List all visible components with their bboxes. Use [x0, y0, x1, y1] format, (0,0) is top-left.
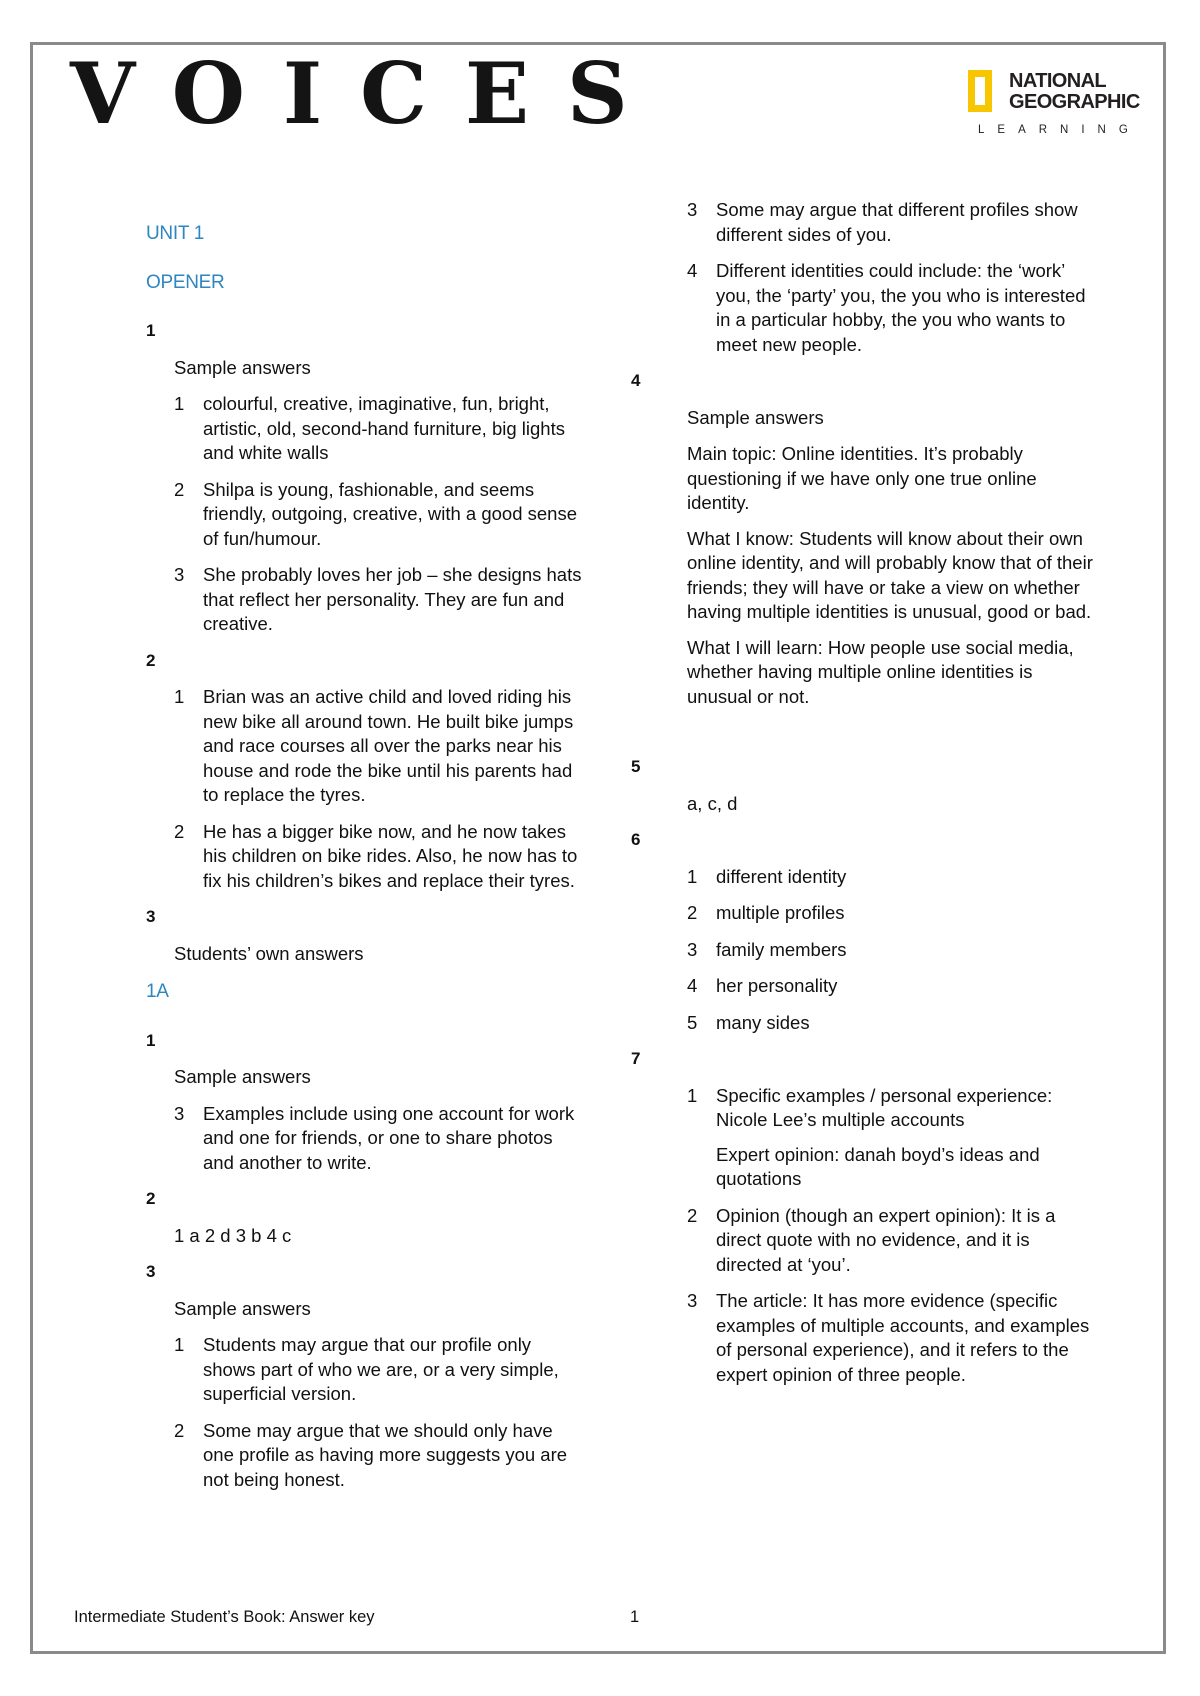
- answer-item: 1 colourful, creative, imaginative, fun, bright, artistic, old, second-hand furniture, big lights and white walls: [174, 393, 565, 463]
- logo-line-2: GEOGRAPHIC: [1009, 91, 1140, 113]
- answer-item: 2 Some may argue that we should only have one profile as having more suggests you are not being honest.: [174, 1419, 568, 1490]
- footer-title: Intermediate Student’s Book: Answer key: [74, 1608, 375, 1626]
- sample-answers-label: Sample answers: [687, 406, 824, 428]
- answer-text: a, c, d: [687, 792, 738, 814]
- question-number: 4: [631, 371, 641, 390]
- question-number: 2: [146, 1189, 156, 1208]
- right-column: [631, 198, 1099, 1399]
- document-title: VOICES: [70, 44, 666, 143]
- answer-item: 2 Opinion (though an expert opinion): It is a direct quote with no evidence, and it is directed at ‘you’.: [687, 1204, 1056, 1275]
- national-geographic-logo: [968, 70, 1141, 140]
- answer-item: 1 Students may argue that our profile only shows part of who we are, or a very simple, superficial version.: [174, 1334, 559, 1404]
- answer-item: 3 family members: [687, 938, 847, 960]
- answer-item: 3 Some may argue that different profiles show different sides of you.: [687, 199, 1078, 245]
- answer-item: 1 different identity: [687, 865, 847, 887]
- unit-heading: UNIT 1: [146, 223, 205, 244]
- answer-text: 1 a 2 d 3 b 4 c: [174, 1224, 292, 1246]
- opener-heading: OPENER: [146, 271, 225, 293]
- question-number: 1: [146, 321, 156, 340]
- question-number: 7: [631, 1049, 641, 1068]
- answer-paragraph: Main topic: Online identities. It’s probably questioning if we have only one true online identity.: [687, 443, 1037, 513]
- answer-item: 3 The article: It has more evidence (specific examples of multiple accounts, and examples of personal experience), and it refers to the expert opinion of three people.: [687, 1290, 1090, 1385]
- answer-item-extra: Expert opinion: danah boyd’s ideas and quotations: [716, 1143, 1040, 1189]
- question-number: 6: [631, 830, 641, 849]
- answer-item: 1 Brian was an active child and loved riding his new bike all around town. He built bike jumps and race courses all over the parks near his house and rode the bike until his parents had to replace the tyres.: [174, 686, 574, 805]
- sample-answers-label: Sample answers: [174, 356, 311, 378]
- answer-paragraph: What I know: Students will know about their own online identity, and will probably know that of their friends; they will have or take a view on whether having multiple identities is unusual, good or bad.: [687, 527, 1093, 622]
- section-heading-1a: 1A: [146, 981, 169, 1002]
- answer-item: 4 her personality: [687, 975, 838, 996]
- answer-item: 3 Examples include using one account for work and one for friends, or one to share photos and another to write.: [174, 1102, 575, 1173]
- answer-paragraph: What I will learn: How people use social media, whether having multiple online identities is unusual or not.: [687, 636, 1074, 707]
- logo-line-1: NATIONAL: [1009, 70, 1107, 92]
- answer-item: 4 Different identities could include: the ‘work’ you, the ‘party’ you, the you who is interested in a particular hobby, the you who wants to meet new people.: [687, 260, 1086, 355]
- answer-item: 5 many sides: [687, 1011, 810, 1033]
- logo-subtitle: LEARNING: [978, 124, 1141, 136]
- question-number: 5: [631, 757, 641, 776]
- question-number: 2: [146, 650, 156, 670]
- left-column: [146, 222, 586, 1504]
- question-number: 1: [146, 1030, 156, 1050]
- answer-text: Students’ own answers: [174, 942, 364, 964]
- sample-answers-label: Sample answers: [174, 1066, 311, 1087]
- answer-item: 2 He has a bigger bike now, and he now takes his children on bike rides. Also, he now has to fix his children’s bikes and replace their tyres.: [174, 820, 578, 891]
- yellow-frame-icon: [968, 70, 992, 112]
- answer-item: 3 She probably loves her job – she designs hats that reflect her personality. They are fun and creative.: [174, 564, 582, 634]
- question-number: 3: [146, 907, 156, 926]
- answer-item: 2 Shilpa is young, fashionable, and seems friendly, outgoing, creative, with a good sense of fun/humour.: [174, 478, 577, 549]
- answer-item: 1 Specific examples / personal experience: Nicole Lee’s multiple accounts: [687, 1084, 1053, 1130]
- answer-item: 2 multiple profiles: [687, 902, 845, 923]
- page-number: 1: [630, 1608, 640, 1626]
- sample-answers-label: Sample answers: [174, 1297, 311, 1319]
- question-number: 3: [146, 1262, 156, 1281]
